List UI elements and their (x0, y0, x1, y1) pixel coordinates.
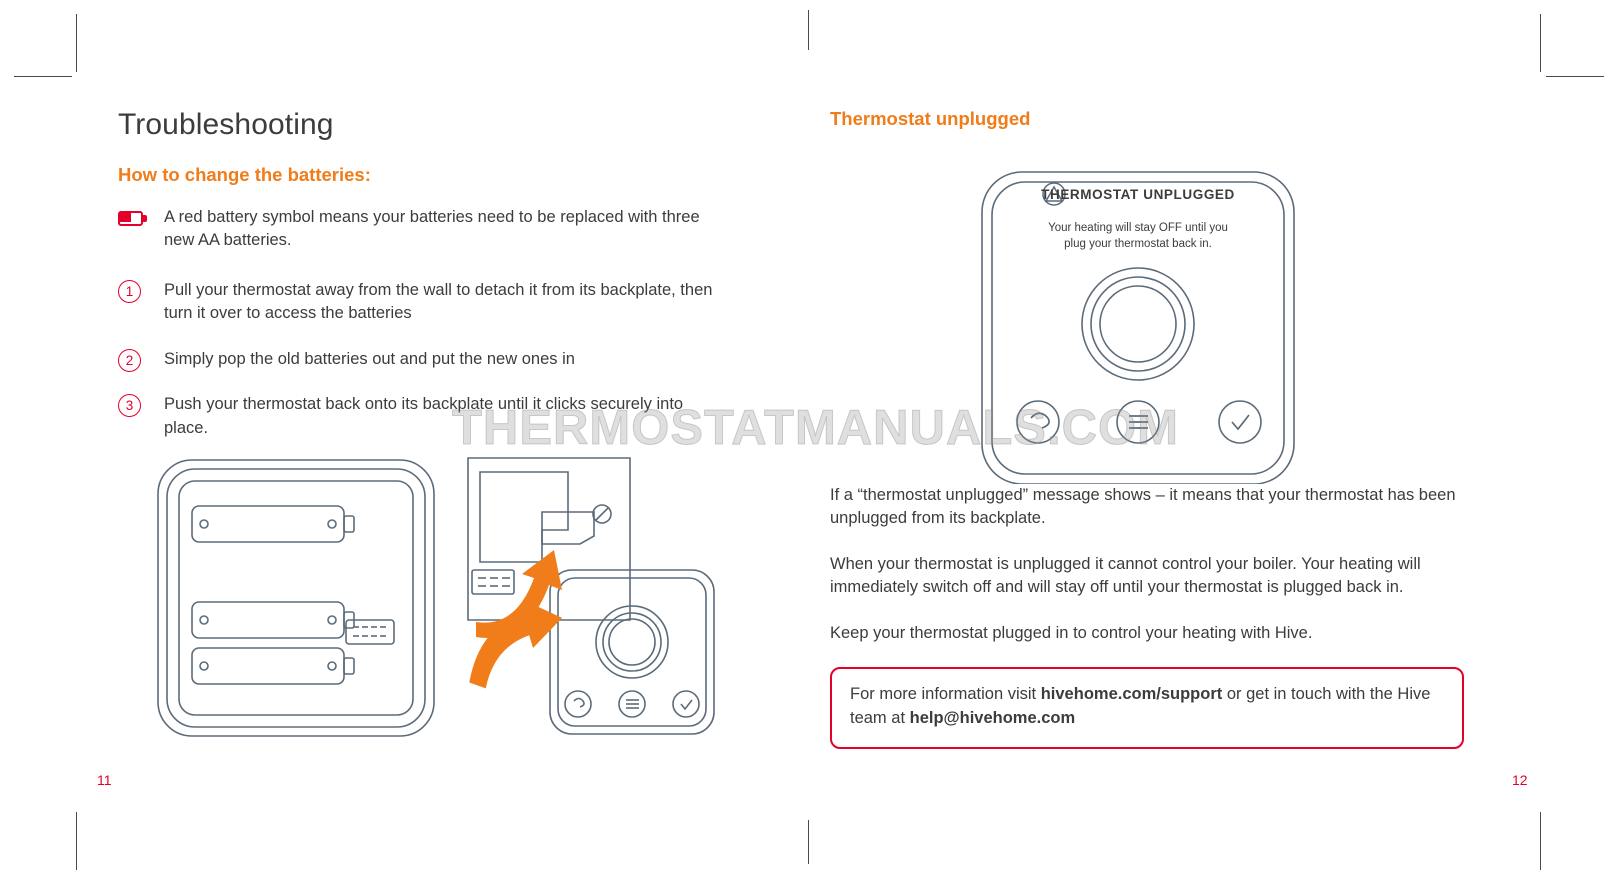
step-number: 1 (118, 280, 141, 303)
crop-mark (14, 76, 72, 77)
step-text: Push your thermostat back onto its backplate until it clicks securely into place. (164, 395, 684, 437)
list-item (118, 348, 724, 371)
info-text-middle: or get in touch with the Hive team at (850, 685, 1431, 728)
support-email-link[interactable]: help@hivehome.com (909, 709, 1076, 728)
battery-warning-note (118, 206, 734, 253)
crop-mark (76, 812, 77, 870)
list-item (118, 279, 724, 326)
info-text-before: For more information visit (850, 685, 1041, 704)
crop-mark (1540, 14, 1541, 72)
alert-line-2: plug your thermostat back in. (1064, 238, 1212, 250)
battery-diagram-svg (150, 452, 730, 744)
support-link[interactable]: hivehome.com/support (1040, 685, 1223, 704)
paragraph: Keep your thermostat plugged in to control your heating with Hive. (830, 623, 1313, 642)
battery-replacement-figure (150, 452, 730, 744)
back-arrow-button (1017, 401, 1059, 443)
check-button (1219, 401, 1261, 443)
battery-change-steps (118, 279, 738, 440)
crop-mark-center (808, 820, 809, 864)
section-subheading: How to change the batteries: (118, 164, 371, 185)
list-item (118, 393, 724, 440)
thermostat-device-figure (830, 154, 1470, 484)
paragraph: When your thermostat is unplugged it cannot control your boiler. Your heating will immediately switch off and will stay off until your thermostat is plugged back in. (830, 554, 1421, 597)
crop-mark-center (808, 10, 809, 50)
page-number-left: 11 (97, 772, 112, 788)
right-page-content (830, 108, 1470, 749)
crop-mark (1540, 812, 1541, 870)
step-number: 2 (118, 349, 141, 372)
alert-title-text: THERMOSTAT UNPLUGGED (1041, 187, 1235, 202)
low-battery-icon (118, 211, 149, 226)
crop-mark (1546, 76, 1604, 77)
battery-warning-text: A red battery symbol means your batteries need to be replaced with three new AA batteries. (164, 208, 700, 250)
page-number-right: 12 (1512, 772, 1528, 788)
more-information-box (830, 667, 1464, 749)
watermark: THERMOSTATMANUALS.COM (452, 401, 1179, 455)
step-number: 3 (118, 394, 141, 417)
left-page-content (118, 108, 738, 462)
step-text: Simply pop the old batteries out and put the new ones in (164, 349, 575, 368)
crop-mark (76, 14, 77, 72)
paragraph: If a “thermostat unplugged” message shows – it means that your thermostat has been unplugged from its backplate. (830, 486, 1456, 528)
warning-triangle-icon (1046, 187, 1062, 201)
step-text: Pull your thermostat away from the wall to detach it from its backplate, then turn it over to access the batteries (164, 280, 713, 323)
thermostat-svg (830, 154, 1470, 484)
alert-line-1: Your heating will stay OFF until you (1048, 222, 1228, 234)
section-heading-thermostat-unplugged: Thermostat unplugged (830, 108, 1031, 129)
page-title: Troubleshooting (118, 108, 334, 141)
